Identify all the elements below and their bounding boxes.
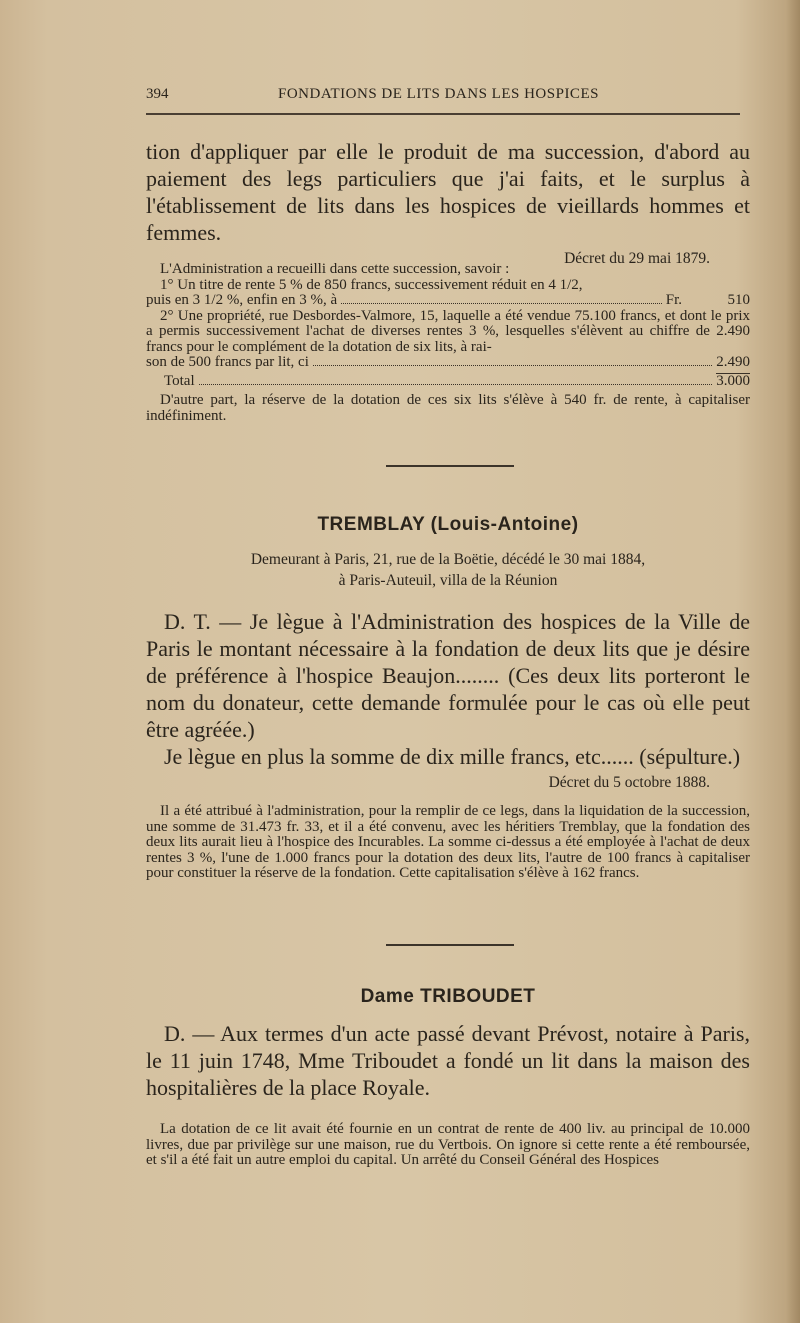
triboudet-note — [146, 1122, 750, 1169]
total-amount: 3.000 — [716, 372, 750, 389]
section-separator — [386, 944, 514, 946]
note-intro: L'Administration a recueilli dans cette succession, savoir : — [160, 261, 510, 277]
body-paragraph: D. — Aux termes d'un acte passé devant Prévost, notaire à Paris, le 11 juin 1748, Mme Triboudet a fondé un lit dans la maison des hospitalières de la place Royale. — [146, 1021, 750, 1100]
item1-currency: Fr. — [665, 292, 682, 308]
page-edge-shadow — [786, 0, 800, 1323]
section-title-triboudet: Dame TRIBOUDET — [360, 986, 536, 1007]
note-paragraph: Il a été attribué à l'administration, pour la remplir de ce legs, dans la liquidation de la succession, une somme de 31.473 fr. 33, et il a été convenu, avec les héritiers Tremblay, que la fondation des deux lits aurait lieu à l'hospice des Incurables. La somme ci-dessus a été employée à l'achat de deux rentes 3 %, l'une de 1.000 francs pour la dotation des deux lits, l'autre de 100 francs à capitaliser pour constituer la réserve de la fondation. Cette capitalisation s'élève à 162 francs. — [146, 803, 750, 881]
decree-date: Décret du 5 octobre 1888. — [548, 774, 710, 791]
item2-text: 2° Une propriété, rue Desbordes-Valmore, 15, laquelle a été vendue 75.100 francs, et dont le prix a permis successivement l'achat de diverses rentes 3 %, lesquelles s'élèvent au chiffre de 2.490 francs pour le complément de la dotation de six lits, à rai- — [146, 307, 750, 355]
item2-last: son de 500 francs par lit, ci — [146, 354, 309, 370]
tremblay-subtitle — [146, 549, 750, 591]
item2-amount: 2.490 — [716, 354, 750, 370]
running-title: FONDATIONS DE LITS DANS LES HOSPICES — [278, 86, 599, 102]
tremblay-body — [146, 608, 750, 792]
total-label: Total — [164, 372, 195, 389]
page-header — [146, 86, 750, 112]
leader-dots — [341, 303, 662, 304]
triboudet-body — [146, 1020, 750, 1101]
note-block — [146, 262, 750, 424]
item1-text: puis en 3 1/2 %, enfin en 3 %, à — [146, 292, 338, 308]
section-continued — [146, 138, 750, 268]
item1-line1: 1° Un titre de rente 5 % de 850 francs, successivement réduit en 4 1/2, — [160, 276, 583, 293]
item1-line2 — [146, 293, 750, 309]
note-end: D'autre part, la réserve de la dotation de ces six lits s'élève à 540 fr. de rente, à capitaliser indéfiniment. — [146, 392, 750, 424]
leader-dots — [313, 365, 712, 366]
item2-last-line — [146, 355, 750, 371]
body-paragraph: tion d'appliquer par elle le produit de ma succession, d'abord au paiement des legs particuliers que j'ai faits, et le surplus à l'établissement de lits dans les hospices de vieillards hommes et femmes. — [146, 139, 750, 245]
subtitle-line1: Demeurant à Paris, 21, rue de la Boëtie, décédé le 30 mai 1884, — [250, 551, 646, 568]
subtitle-line2: à Paris-Auteuil, villa de la Réunion — [338, 572, 558, 589]
decree-date: Décret du 29 mai 1879. — [564, 250, 710, 267]
section-title-tremblay: TREMBLAY (Louis-Antoine) — [317, 514, 579, 535]
body-paragraph: Je lègue en plus la somme de dix mille francs, etc...... (sépulture.) — [164, 744, 741, 769]
body-paragraph: D. T. — Je lègue à l'Administration des hospices de la Ville de Paris le montant nécessaire à la fondation de deux lits que je désire de préférence à l'hospice Beaujon........ (Ces deux lits porteront le nom du donateur, cette demande formulée pour le cas où elle peut être agréée.) — [146, 609, 750, 742]
page-number: 394 — [146, 86, 169, 102]
item1-amount: 510 — [727, 292, 750, 308]
section-separator — [386, 465, 514, 467]
leader-dots — [199, 384, 713, 385]
total-line — [146, 373, 750, 390]
tremblay-note — [146, 804, 750, 882]
note-paragraph: La dotation de ce lit avait été fournie en un contrat de rente de 400 liv. au principal de 10.000 livres, due par privilège sur une maison, rue du Vertbois. On ignore si cette rente a été remboursée, et s'il a été fait un autre emploi du capital. Un arrêté du Conseil Général des Hospices — [146, 1121, 750, 1168]
header-rule — [146, 113, 740, 115]
